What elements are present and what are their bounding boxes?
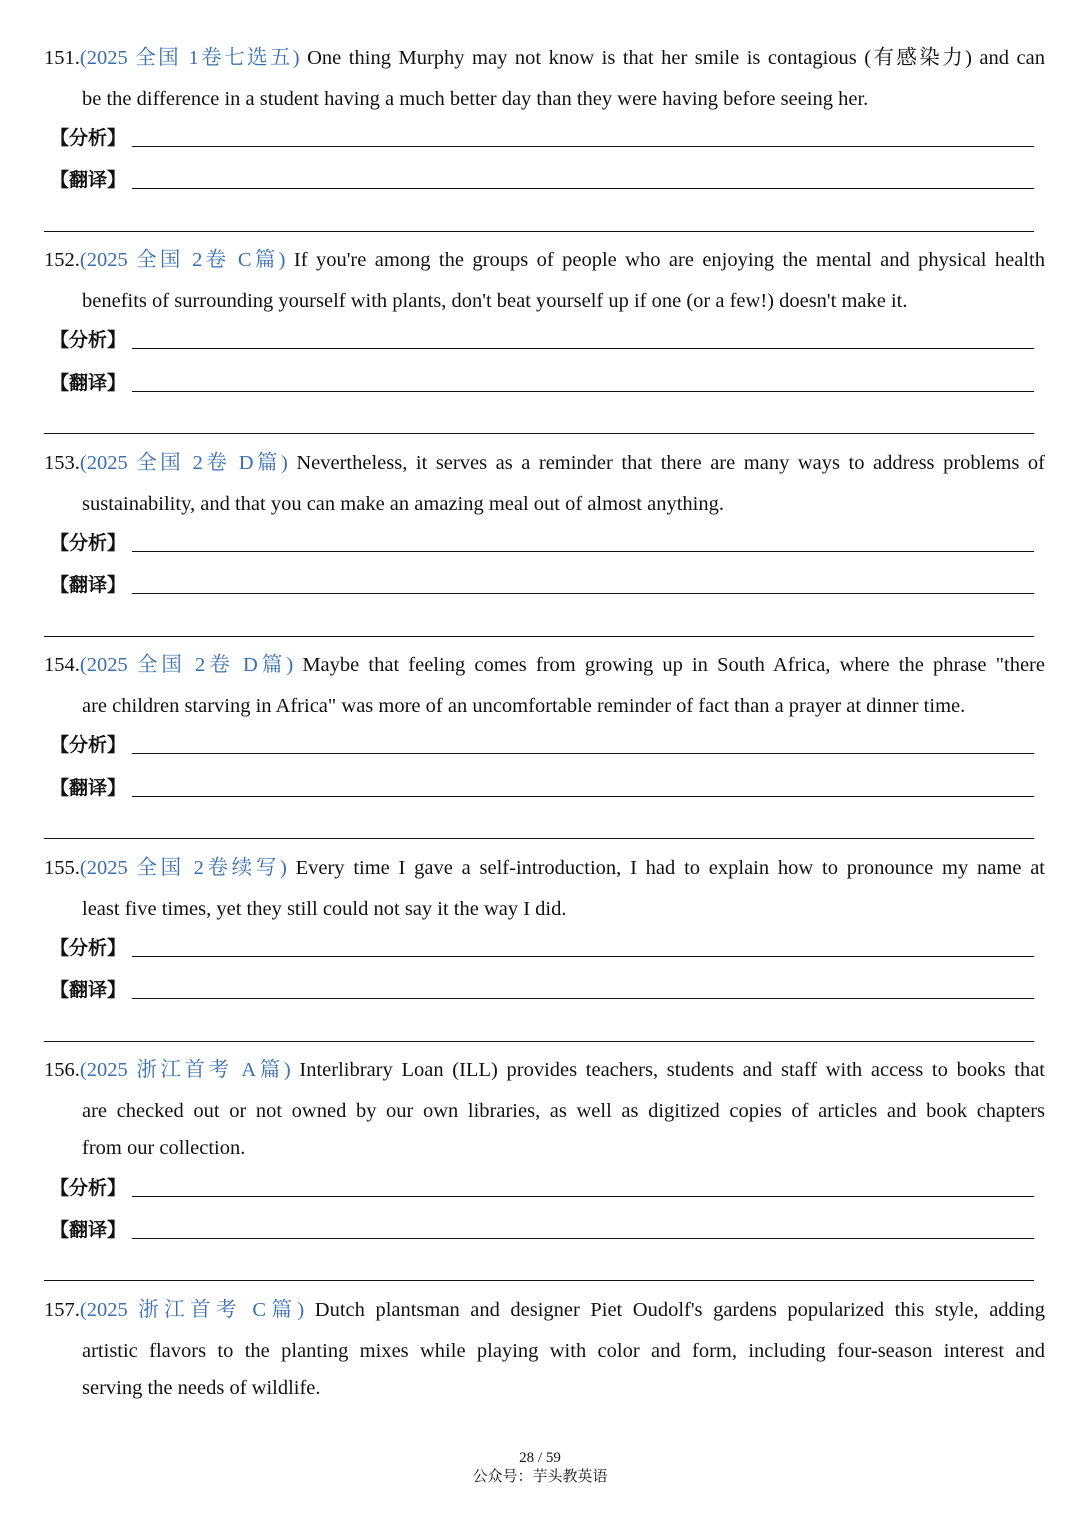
translation-label: 【翻译】 — [50, 169, 127, 191]
question-text: Nevertheless, it serves as a reminder that there are many ways to address problems of — [287, 452, 1045, 474]
question-text: Every time I gave a self-introduction, I had to explain how to pronounce my name at — [286, 857, 1045, 879]
question-item — [44, 248, 1045, 326]
question-text-line: be the difference in a student having a much better day than they were having before seeing her. — [82, 88, 869, 110]
question-source: (2025 全国 2卷 D篇) — [79, 654, 294, 676]
question-first-line — [44, 856, 1045, 880]
question-text-line: serving the needs of wildlife. — [82, 1377, 321, 1399]
answer-line — [132, 551, 1034, 552]
analysis-label: 【分析】 — [50, 734, 127, 756]
translation-blank[interactable] — [50, 1216, 1034, 1242]
question-source: (2025 浙江首考 C篇) — [79, 1299, 305, 1321]
question-text: One thing Murphy may not know is that her smile is contagious (有感染力) and can — [299, 47, 1045, 69]
extra-answer-line[interactable] — [44, 838, 1034, 839]
question-continuation — [44, 694, 1045, 718]
question-source: (2025 全国 2卷 C篇) — [79, 249, 286, 271]
question-first-line — [44, 451, 1045, 475]
question-text-line: least five times, yet they still could not say it the way I did. — [82, 898, 567, 920]
footer-account: 公众号：芋头教英语 — [472, 1469, 608, 1485]
question-continuation — [44, 289, 1045, 313]
question-number: 156. — [44, 1059, 80, 1081]
analysis-label: 【分析】 — [50, 329, 127, 351]
answer-line — [132, 796, 1034, 797]
answer-line — [132, 348, 1034, 349]
question-number: 157. — [44, 1299, 80, 1321]
question-first-line — [44, 248, 1045, 272]
answer-line — [132, 1238, 1034, 1239]
question-text-line: are checked out or not owned by our own libraries, as well as digitized copies of articles and book chapters — [82, 1100, 1045, 1122]
analysis-label: 【分析】 — [50, 1177, 127, 1199]
answer-line — [132, 956, 1034, 957]
translation-blank[interactable] — [50, 166, 1034, 192]
translation-blank[interactable] — [50, 369, 1034, 395]
translation-label: 【翻译】 — [50, 1219, 127, 1241]
translation-blank[interactable] — [50, 774, 1034, 800]
question-number: 155. — [44, 857, 80, 879]
extra-answer-line[interactable] — [44, 1041, 1034, 1042]
translation-label: 【翻译】 — [50, 372, 127, 394]
page-number: 28 / 59 — [519, 1450, 561, 1466]
answer-line — [132, 593, 1034, 594]
question-item — [44, 451, 1045, 529]
analysis-blank[interactable] — [50, 529, 1034, 555]
question-number: 151. — [44, 47, 80, 69]
question-continuation — [44, 492, 1045, 516]
extra-answer-line[interactable] — [44, 636, 1034, 637]
question-item — [44, 856, 1045, 934]
answer-line — [132, 391, 1034, 392]
analysis-blank[interactable] — [50, 124, 1034, 150]
analysis-blank[interactable] — [50, 1174, 1034, 1200]
question-item — [44, 1058, 1045, 1173]
question-text-line: artistic flavors to the planting mixes while playing with color and form, including four-season interest and — [82, 1340, 1045, 1362]
question-source: (2025 全国 2卷 D篇) — [79, 452, 288, 474]
question-source: (2025 浙江首考 A篇) — [79, 1059, 291, 1081]
question-text: If you're among the groups of people who are enjoying the mental and physical health — [285, 249, 1045, 271]
analysis-label: 【分析】 — [50, 127, 127, 149]
question-text: Maybe that feeling comes from growing up in South Africa, where the phrase "there — [293, 654, 1045, 676]
question-item — [44, 46, 1045, 124]
translation-label: 【翻译】 — [50, 777, 127, 799]
question-item — [44, 1298, 1045, 1413]
question-text: Interlibrary Loan (ILL) provides teachers, students and staff with access to books that — [290, 1059, 1045, 1081]
question-number: 152. — [44, 249, 80, 271]
analysis-blank[interactable] — [50, 326, 1034, 352]
translation-blank[interactable] — [50, 571, 1034, 597]
question-source: (2025 全国 2卷续写) — [79, 857, 287, 879]
question-first-line — [44, 46, 1045, 70]
question-text-line: from our collection. — [82, 1137, 246, 1159]
analysis-blank[interactable] — [50, 934, 1034, 960]
question-number: 154. — [44, 654, 80, 676]
question-source: (2025 全国 1卷七选五) — [79, 47, 300, 69]
extra-answer-line[interactable] — [44, 1280, 1034, 1281]
question-text-line: are children starving in Africa" was more of an uncomfortable reminder of fact than a prayer at dinner time. — [82, 695, 966, 717]
answer-line — [132, 146, 1034, 147]
analysis-label: 【分析】 — [50, 937, 127, 959]
question-text-line: sustainability, and that you can make an amazing meal out of almost anything. — [82, 493, 724, 515]
translation-blank[interactable] — [50, 976, 1034, 1002]
analysis-label: 【分析】 — [50, 532, 127, 554]
question-text-line: benefits of surrounding yourself with plants, don't beat yourself up if one (or a few!) doesn't make it. — [82, 290, 908, 312]
extra-answer-line[interactable] — [44, 433, 1034, 434]
question-number: 153. — [44, 452, 80, 474]
question-item — [44, 653, 1045, 731]
extra-answer-line[interactable] — [44, 231, 1034, 232]
answer-line — [132, 998, 1034, 999]
question-text: Dutch plantsman and designer Piet Oudolf's gardens popularized this style, adding — [304, 1299, 1045, 1321]
answer-line — [132, 1196, 1034, 1197]
question-continuation — [44, 897, 1045, 921]
question-continuation — [44, 1099, 1045, 1160]
answer-line — [132, 753, 1034, 754]
question-continuation — [44, 1339, 1045, 1400]
translation-label: 【翻译】 — [50, 979, 127, 1001]
question-first-line — [44, 1298, 1045, 1322]
question-first-line — [44, 1058, 1045, 1082]
analysis-blank[interactable] — [50, 731, 1034, 757]
question-continuation — [44, 87, 1045, 111]
question-first-line — [44, 653, 1045, 677]
answer-line — [132, 188, 1034, 189]
translation-label: 【翻译】 — [50, 574, 127, 596]
